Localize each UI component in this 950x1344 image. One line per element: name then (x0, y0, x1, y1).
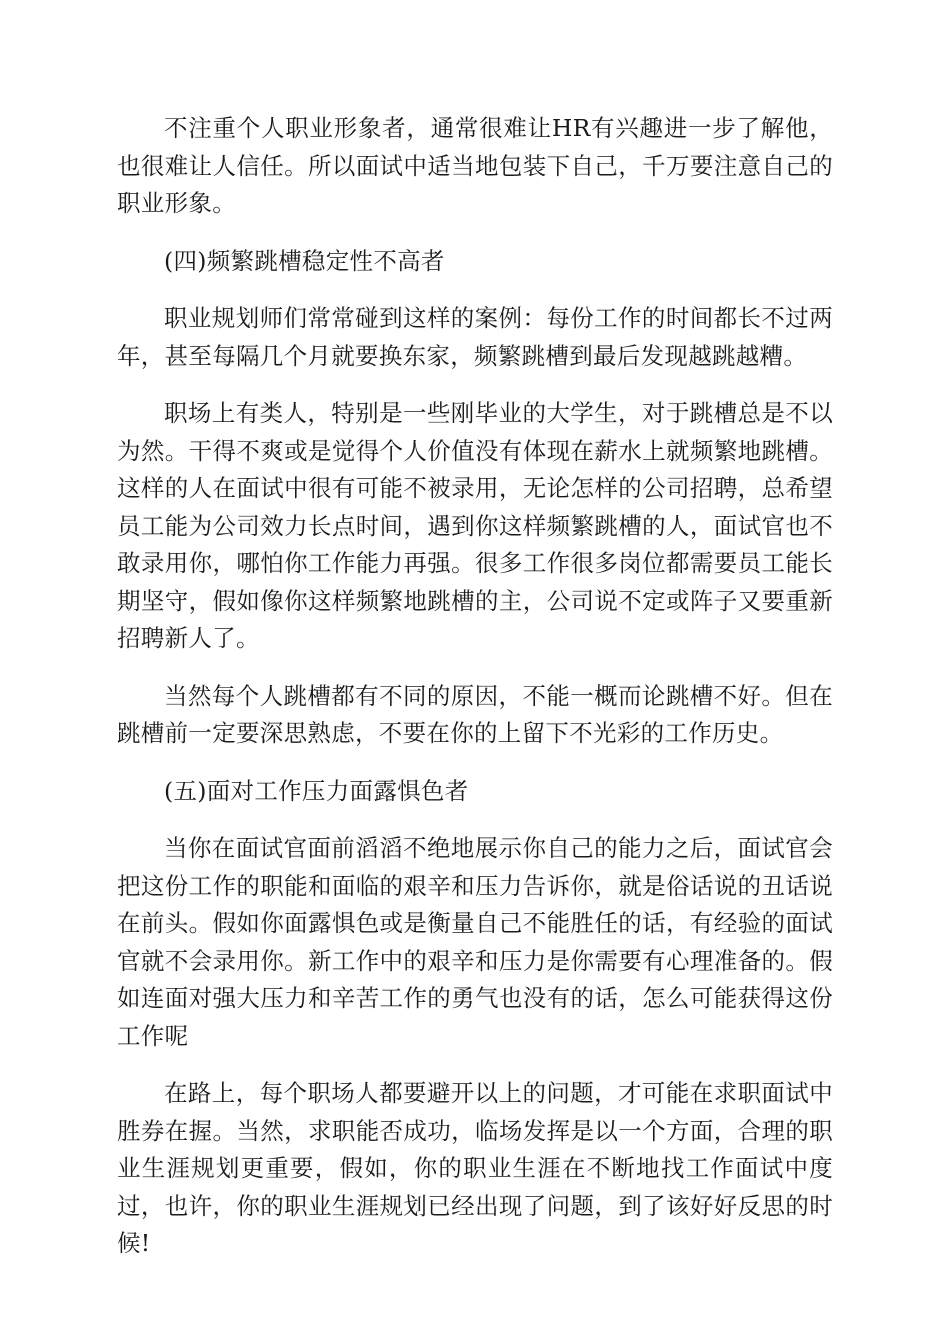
section-heading-job-hopping: (四)频繁跳槽稳定性不高者 (164, 246, 445, 275)
section-heading-work-pressure: (五)面对工作压力面露惧色者 (164, 776, 469, 805)
paragraph-work-pressure: 当你在面试官面前滔滔不绝地展示你自己的能力之后，面试官会把这份工作的职能和面临的艰辛和压力告诉你，就是俗话说的丑话说在前头。假如你面露惧色或是衡量自己不能胜任的话，有经验的面试官就不会录用你。新工作中的艰辛和压力是你需要有心理准备的。假如连面对强大压力和辛苦工作的勇气也没有的话，怎么可能获得这份工作呢 (117, 834, 833, 1050)
paragraph-professional-image: 不注重个人职业形象者，通常很难让HR有兴趣进一步了解他，也很难让人信任。所以面试中适当地包装下自己，千万要注意自己的职业形象。 (117, 114, 833, 217)
paragraph-job-hopping-graduates: 职场上有类人，特别是一些刚毕业的大学生，对于跳槽总是不以为然。干得不爽或是觉得个人价值没有体现在薪水上就频繁地跳槽。这样的人在面试中很有可能不被录用，无论怎样的公司招聘，总希望员工能为公司效力长点时间，遇到你这样频繁跳槽的人，面试官也不敢录用你，哪怕你工作能力再强。很多工作很多岗位都需要员工能长期坚守，假如像你这样频繁地跳槽的主，公司说不定或阵子又要重新招聘新人了。 (117, 399, 833, 652)
paragraph-conclusion: 在路上，每个职场人都要避开以上的问题，才可能在求职面试中胜券在握。当然，求职能否成功，临场发挥是以一个方面，合理的职业生涯规划更重要，假如，你的职业生涯在不断地找工作面试中度过，也许，你的职业生涯规划已经出现了问题，到了该好好反思的时候! (117, 1079, 833, 1257)
paragraph-job-hopping-cases: 职业规划师们常常碰到这样的案例：每份工作的时间都长不过两年，甚至每隔几个月就要换东家，频繁跳槽到最后发现越跳越糟。 (117, 304, 833, 370)
paragraph-job-hopping-reasons: 当然每个人跳槽都有不同的原因，不能一概而论跳槽不好。但在跳槽前一定要深思熟虑，不要在你的上留下不光彩的工作历史。 (117, 681, 833, 747)
document-body (117, 110, 833, 1283)
